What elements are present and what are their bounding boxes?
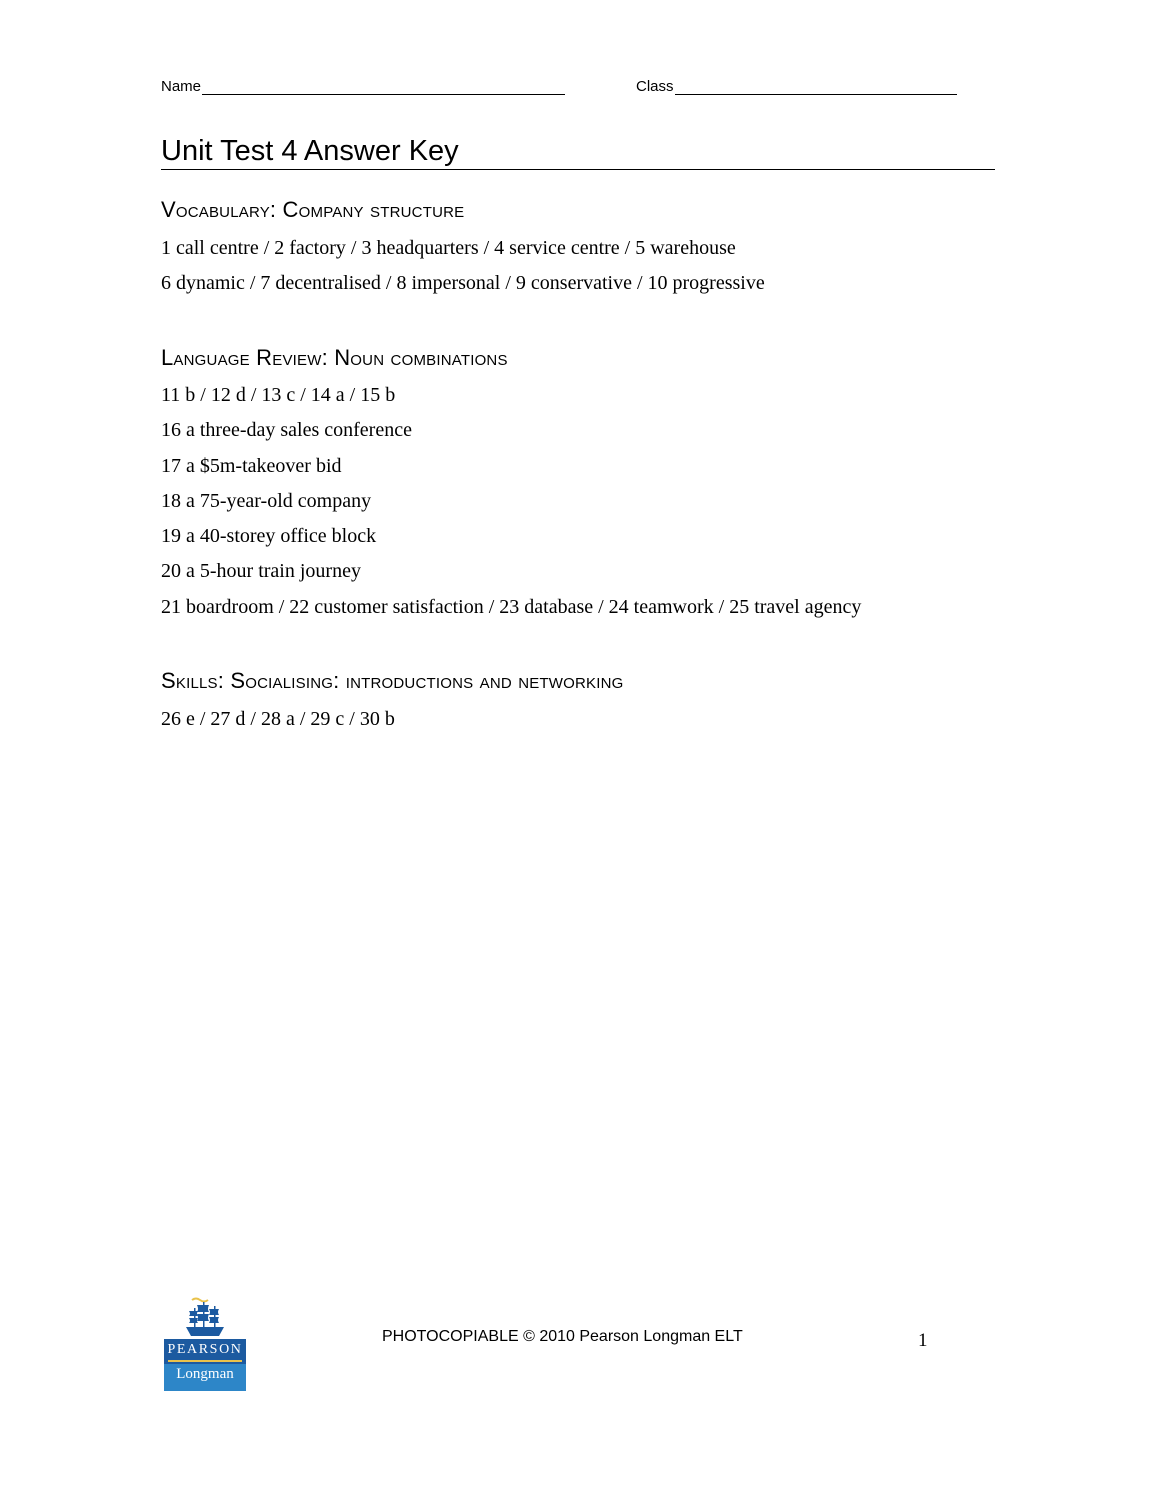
ship-icon (164, 1296, 246, 1340)
pearson-longman-logo (164, 1296, 246, 1389)
page-number: 1 (918, 1330, 928, 1351)
section-heading-vocabulary: Vocabulary: Company structure (161, 197, 465, 222)
answer-line: 18 a 75-year-old company (161, 489, 372, 512)
name-blank-line[interactable] (202, 78, 565, 95)
logo-divider (168, 1360, 242, 1362)
section-heading-skills: Skills: Socialising: introductions and networking (161, 668, 624, 693)
answer-line: 16 a three-day sales conference (161, 419, 412, 442)
section-heading-language-review: Language Review: Noun combinations (161, 345, 508, 370)
answer-line: 11 b / 12 d / 13 c / 14 a / 15 b (161, 384, 396, 406)
class-blank-line[interactable] (675, 78, 957, 95)
answer-list-skills (161, 702, 395, 737)
class-label: Class (636, 78, 674, 95)
answer-line: 26 e / 27 d / 28 a / 29 c / 30 b (161, 708, 395, 730)
logo-brand: PEARSON (167, 1342, 243, 1357)
answer-list-language-review (161, 378, 861, 625)
answer-line: 19 a 40-storey office block (161, 525, 377, 548)
copyright-notice: PHOTOCOPIABLE © 2010 Pearson Longman ELT (382, 1328, 743, 1345)
answer-line: 20 a 5-hour train journey (161, 560, 361, 583)
name-label: Name (161, 78, 202, 95)
answer-line: 1 call centre / 2 factory / 3 headquarters / 4 service centre / 5 warehouse (161, 237, 736, 259)
answer-line: 17 a $5m-takeover bid (161, 454, 342, 477)
answer-line: 6 dynamic / 7 decentralised / 8 impersonal / 9 conservative / 10 progressive (161, 272, 765, 295)
answer-line: 21 boardroom / 22 customer satisfaction / 23 database / 24 teamwork / 25 travel agency (161, 595, 862, 618)
page-title: Unit Test 4 Answer Key (161, 134, 995, 170)
name-field[interactable] (161, 78, 565, 95)
class-field[interactable] (636, 78, 957, 95)
answer-list-vocabulary (161, 231, 765, 302)
logo-sub-brand: Longman (164, 1364, 246, 1391)
logo-box (164, 1339, 246, 1389)
